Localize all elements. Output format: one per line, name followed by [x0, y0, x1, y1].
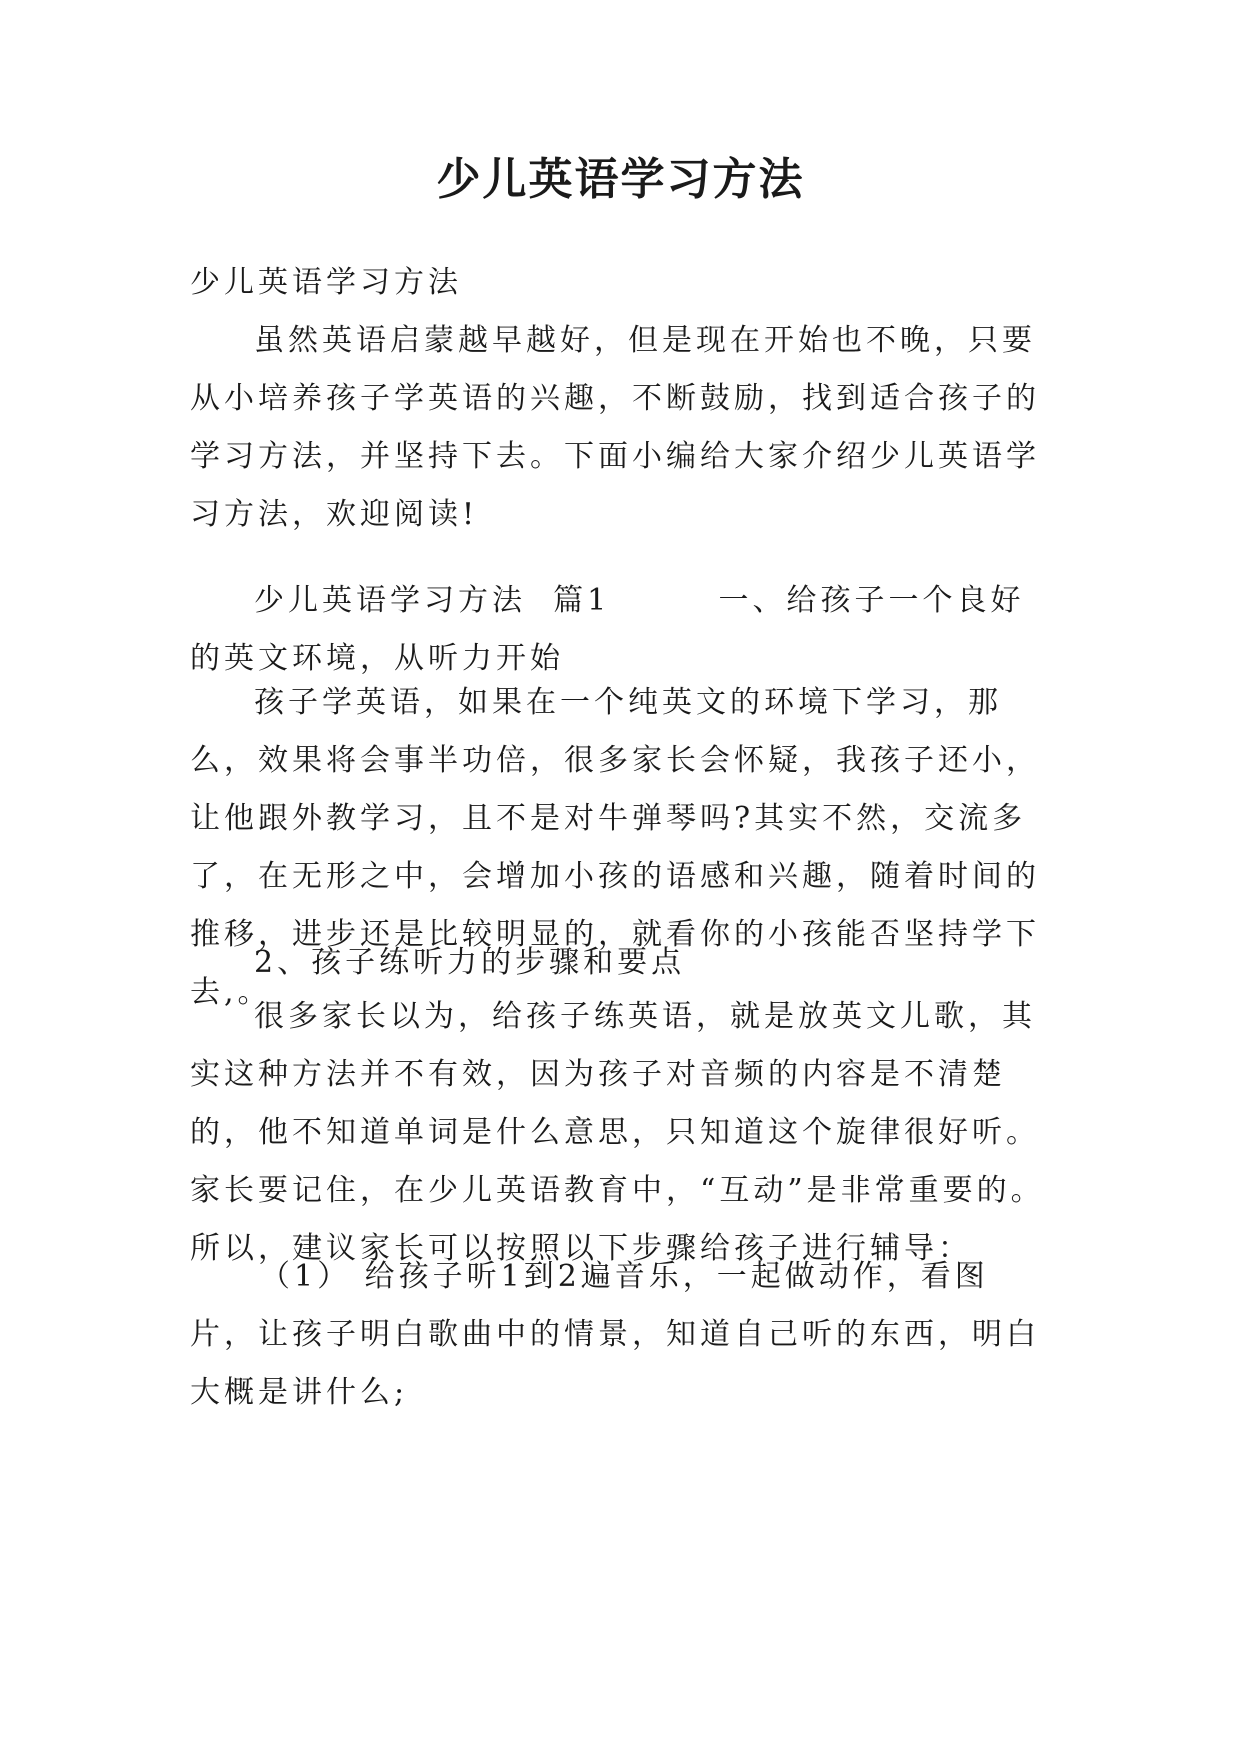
step-item: （1） 给孩子听1到2遍音乐，一起做动作，看图片，让孩子明白歌曲中的情景，知道自己听的东西，明白大概是讲什么;: [190, 1259, 1040, 1410]
paragraph-listening-steps: 很多家长以为，给孩子练英语，就是放英文儿歌，其实这种方法并不有效，因为孩子对音频的内容是不清楚的，他不知道单词是什么意思，只知道这个旋律很好听。家长要记住，在少儿英语教育中，“互动”是非常重要的。所以，建议家长可以按照以下步骤给孩子进行辅导：: [190, 999, 1045, 1266]
point-heading: 2、孩子练听力的步骤和要点: [254, 945, 686, 980]
intro-paragraph: 虽然英语启蒙越早越好，但是现在开始也不晚，只要从小培养孩子学英语的兴趣，不断鼓励，找到适合孩子的学习方法，并坚持下去。下面小编给大家介绍少儿英语学习方法，欢迎阅读!: [190, 323, 1040, 532]
section-heading: 少儿英语学习方法 篇1 一、给孩子一个良好的英文环境，从听力开始: [190, 583, 1025, 676]
paragraph-listening-environment: 孩子学英语，如果在一个纯英文的环境下学习，那么，效果将会事半功倍，很多家长会怀疑，我孩子还小，让他跟外教学习，且不是对牛弹琴吗?其实不然，交流多了，在无形之中，会增加小孩的语感和兴趣，随着时间的推移，进步还是比较明显的，就看你的小孩能否坚持学下去,。: [190, 685, 1040, 1010]
document-title: 少儿英语学习方法: [436, 154, 805, 205]
document-subtitle: 少儿英语学习方法: [190, 265, 462, 300]
